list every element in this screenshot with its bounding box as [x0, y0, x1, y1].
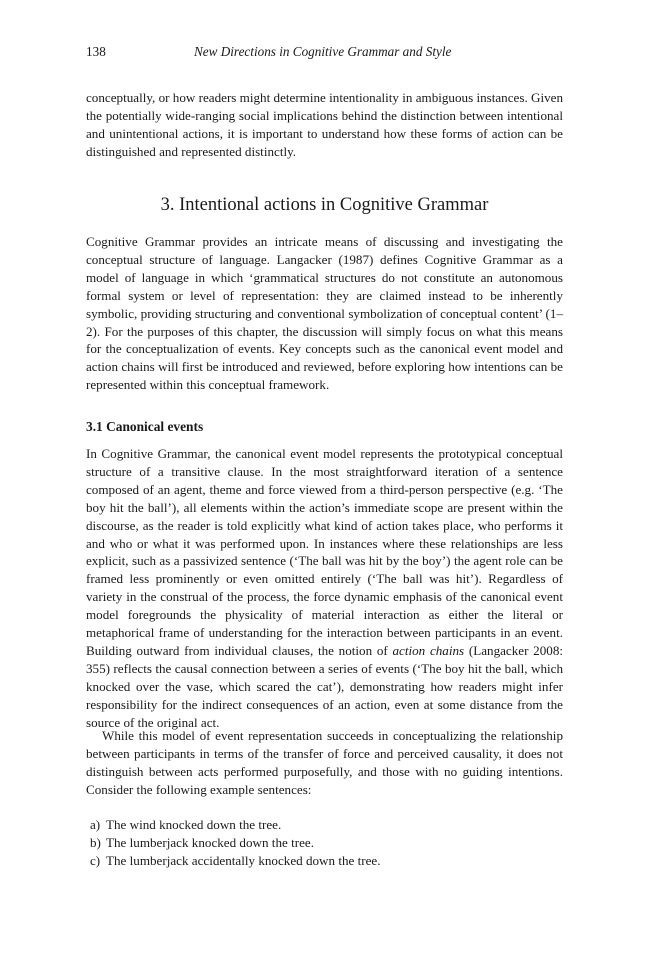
example-letter: c) — [90, 852, 101, 868]
book-title: New Directions in Cognitive Grammar and Style — [194, 44, 452, 59]
section-paragraph: Cognitive Grammar provides an intricate means of discussing and investigating the conceptual structure of language. Langacker (1987) defines Cognitive Grammar as a model of language in which ‘grammatical structures do not constitute an autonomous formal system or level of representation: they are claimed instead to be inherently symbolic, providing structuring and conventional symbolization of conceptual content’ (1–2). For the purposes of this chapter, the discussion will simply focus on what this means for the conceptualization of events. Key concepts such as the canonical event model and action chains will first be introduced and reviewed, before exploring how intentions can be represented within this conceptual framework. — [86, 234, 563, 393]
event-representation-paragraph: While this model of event representation succeeds in conceptualizing the relationship between participants in terms of the transfer of force and perceived causality, it does not distinguish between acts performed purposefully, and those with no guiding intentions. Consider the following example sentences: — [86, 728, 563, 797]
page-number: 138 — [86, 44, 106, 59]
paragraph-text-after-em: (Langacker 2008: 355) reflects the causal connection between a series of events (‘The boy hit the ball, which knocked over the vase, which scared the cat’), demonstrating how readers might infer responsibility for the indirect consequences of an action, even at some distance from the source of the original act. — [86, 642, 564, 730]
example-item — [90, 852, 381, 870]
paragraph-text-before-em: In Cognitive Grammar, the canonical event model represents the prototypical conceptual structure of a transitive clause. In the most straightforward iteration of a sentence composed of an agent, theme and force viewed from a third-person perspective (e.g. ‘The boy hit the ball’), all elements within the action’s immediate scope are present within the discourse, as the reader is told explicitly what kind of action takes place, who performs it and who or what it was performed upon. In instances where these relationships are less explicit, such as a passivized sentence (‘The ball was hit by the boy’) the agent role can be framed less prominently or even omitted entirely (‘The ball was hit’). Regardless of variety in the construal of the process, the force dynamic emphasis of the canonical event model foregrounds the physicality of material interaction as either the literal or metaphorical frame of understanding for the interaction between participants in an event. Building outward from individual clauses, the notion of — [86, 446, 563, 658]
example-item — [90, 816, 381, 834]
canonical-events-paragraph — [86, 445, 563, 732]
example-letter: b) — [90, 834, 101, 850]
intro-paragraph: conceptually, or how readers might determine intentionality in ambiguous instances. Given the potentially wide-ranging social implications behind the distinction between intentional and unintentional actions, it is important to understand how these forms of action can be distinguished and represented distinctly. — [86, 90, 563, 159]
action-chains-term: action chains — [392, 642, 465, 658]
example-text: The wind knocked down the tree. — [106, 817, 282, 832]
example-text: The lumberjack accidentally knocked down the tree. — [106, 852, 381, 868]
example-text: The lumberjack knocked down the tree. — [106, 834, 314, 850]
example-sentences-list — [90, 816, 381, 869]
subsection-heading: 3.1 Canonical events — [86, 419, 204, 434]
running-head — [86, 44, 563, 64]
section-heading: 3. Intentional actions in Cognitive Grammar — [160, 195, 489, 215]
example-letter: a) — [90, 817, 101, 832]
example-item — [90, 834, 381, 852]
